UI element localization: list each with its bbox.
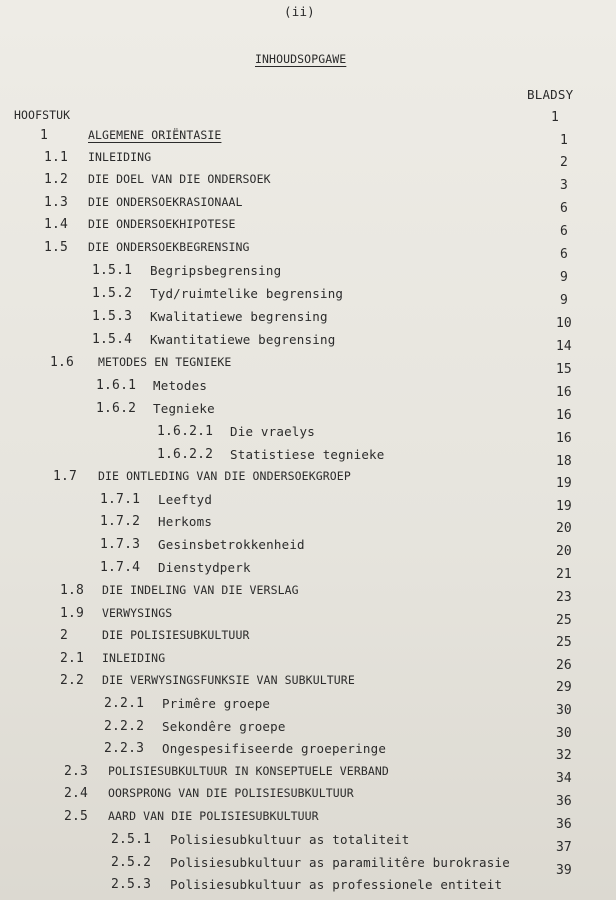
toc-entry-title: Leeftyd: [158, 492, 213, 507]
toc-entry-page: 1: [560, 133, 568, 148]
toc-entry-title: AARD VAN DIE POLISIESUBKULTUUR: [108, 809, 319, 823]
toc-entry-page: 2: [560, 155, 568, 170]
toc-entry-number: 2.4: [64, 786, 89, 801]
toc-entry-title: OORSPRONG VAN DIE POLISIESUBKULTUUR: [108, 786, 354, 800]
toc-entry-number: 1.6: [50, 355, 75, 370]
toc-entry-title: Dienstydperk: [158, 560, 251, 575]
toc-entry-number: 1.2: [44, 172, 69, 187]
toc-entry-number: 2.5.2: [111, 855, 152, 870]
toc-entry-page: 29: [556, 680, 572, 695]
toc-entry-title: INLEIDING: [88, 150, 152, 164]
toc-entry-page: 16: [556, 385, 572, 400]
toc-entry-title: Statistiese tegnieke: [230, 447, 385, 462]
toc-entry-page: 26: [556, 658, 572, 673]
column-page-first: 1: [551, 110, 559, 125]
toc-entry-title: Polisiesubkultuur as totaliteit: [170, 832, 410, 847]
toc-entry-page: 20: [556, 544, 572, 559]
toc-entry-page: 6: [560, 201, 568, 216]
toc-entry-number: 2.1: [60, 651, 85, 666]
toc-entry-title: Sekondêre groepe: [162, 719, 286, 734]
toc-entry-page: 16: [556, 408, 572, 423]
toc-entry-page: 37: [556, 840, 572, 855]
toc-entry-number: 1.7.1: [100, 492, 141, 507]
column-header-chapter: HOOFSTUK: [14, 108, 71, 122]
toc-entry-number: 2: [60, 628, 69, 643]
toc-entry-number: 2.5: [64, 809, 89, 824]
toc-entry-number: 1.6.2: [96, 401, 137, 416]
toc-entry-page: 30: [556, 726, 572, 741]
toc-entry-title: DIE ONDERSOEKBEGRENSING: [88, 240, 250, 254]
toc-entry-title: DIE VERWYSINGSFUNKSIE VAN SUBKULTURE: [102, 673, 355, 687]
toc-entry-page: 6: [560, 224, 568, 239]
toc-entry-page: 21: [556, 567, 572, 582]
toc-entry-page: 10: [556, 316, 572, 331]
toc-entry-title: METODES EN TEGNIEKE: [98, 355, 232, 369]
toc-entry-title: Herkoms: [158, 514, 213, 529]
toc-entry-number: 1.7: [53, 469, 78, 484]
toc-entry-number: 1.5.2: [92, 286, 133, 301]
toc-entry-title: Kwantitatiewe begrensing: [150, 332, 336, 347]
toc-entry-page: 19: [556, 476, 572, 491]
page-number: (ii): [284, 4, 315, 19]
toc-entry-title: DIE DOEL VAN DIE ONDERSOEK: [88, 172, 271, 186]
toc-entry-title: DIE POLISIESUBKULTUUR: [102, 628, 250, 642]
toc-entry-page: 25: [556, 613, 572, 628]
toc-entry-number: 1.6.2.1: [157, 424, 214, 439]
toc-entry-title: Gesinsbetrokkenheid: [158, 537, 305, 552]
toc-entry-title: ALGEMENE ORIËNTASIE: [88, 128, 222, 142]
toc-entry-number: 1.9: [60, 606, 85, 621]
toc-entry-page: 30: [556, 703, 572, 718]
toc-entry-title: DIE INDELING VAN DIE VERSLAG: [102, 583, 299, 597]
toc-entry-page: 20: [556, 521, 572, 536]
toc-entry-number: 2.5.3: [111, 877, 152, 892]
toc-heading: INHOUDSOPGAWE: [255, 52, 347, 66]
toc-entry-page: 25: [556, 635, 572, 650]
toc-entry-number: 1.8: [60, 583, 85, 598]
toc-entry-number: 2.3: [64, 764, 89, 779]
toc-entry-title: Polisiesubkultuur as paramilitêre burokrasie: [170, 855, 510, 870]
toc-entry-number: 2.2: [60, 673, 85, 688]
toc-entry-title: Begripsbegrensing: [150, 263, 282, 278]
toc-entry-title: INLEIDING: [102, 651, 166, 665]
toc-entry-page: 34: [556, 771, 572, 786]
toc-entry-number: 1.6.1: [96, 378, 137, 393]
toc-entry-page: 32: [556, 748, 572, 763]
toc-entry-number: 1: [40, 128, 49, 143]
toc-entry-title: Tyd/ruimtelike begrensing: [150, 286, 344, 301]
toc-entry-page: 6: [560, 247, 568, 262]
toc-entry-number: 1.5.1: [92, 263, 133, 278]
toc-entry-number: 2.2.3: [104, 741, 145, 756]
toc-entry-title: Metodes: [153, 378, 208, 393]
toc-entry-page: 16: [556, 431, 572, 446]
toc-entry-number: 1.4: [44, 217, 69, 232]
toc-entry-number: 1.5.4: [92, 332, 133, 347]
toc-entry-title: DIE ONDERSOEKRASIONAAL: [88, 195, 243, 209]
toc-entry-page: 9: [560, 270, 568, 285]
toc-entry-number: 2.2.2: [104, 719, 145, 734]
toc-entry-number: 1.5: [44, 240, 69, 255]
toc-entry-title: VERWYSINGS: [102, 606, 173, 620]
toc-entry-number: 1.7.4: [100, 560, 141, 575]
toc-entry-title: Kwalitatiewe begrensing: [150, 309, 328, 324]
column-header-page: BLADSY: [527, 87, 574, 102]
toc-entry-title: Polisiesubkultuur as professionele entiteit: [170, 877, 503, 892]
toc-entry-number: 1.6.2.2: [157, 447, 214, 462]
toc-entry-number: 1.5.3: [92, 309, 133, 324]
toc-entry-title: POLISIESUBKULTUUR IN KONSEPTUELE VERBAND: [108, 764, 389, 778]
toc-entry-page: 3: [560, 178, 568, 193]
toc-entry-number: 2.5.1: [111, 832, 152, 847]
toc-entry-page: 36: [556, 794, 572, 809]
toc-entry-title: Ongespesifiseerde groeperinge: [162, 741, 387, 756]
toc-entry-page: 23: [556, 590, 572, 605]
toc-entry-page: 18: [556, 454, 572, 469]
toc-entry-page: 19: [556, 499, 572, 514]
toc-entry-page: 39: [556, 863, 572, 878]
toc-entry-number: 1.3: [44, 195, 69, 210]
toc-entry-title: DIE ONTLEDING VAN DIE ONDERSOEKGROEP: [98, 469, 351, 483]
toc-entry-title: Die vraelys: [230, 424, 315, 439]
toc-entry-title: DIE ONDERSOEKHIPOTESE: [88, 217, 236, 231]
toc-entry-title: Primêre groepe: [162, 696, 271, 711]
toc-entry-number: 1.7.3: [100, 537, 141, 552]
toc-entry-number: 1.1: [44, 150, 69, 165]
toc-entry-number: 1.7.2: [100, 514, 141, 529]
toc-entry-number: 2.2.1: [104, 696, 145, 711]
toc-entry-page: 15: [556, 362, 572, 377]
toc-entry-title: Tegnieke: [153, 401, 215, 416]
toc-entry-page: 9: [560, 293, 568, 308]
toc-entry-page: 36: [556, 817, 572, 832]
toc-entry-page: 14: [556, 339, 572, 354]
